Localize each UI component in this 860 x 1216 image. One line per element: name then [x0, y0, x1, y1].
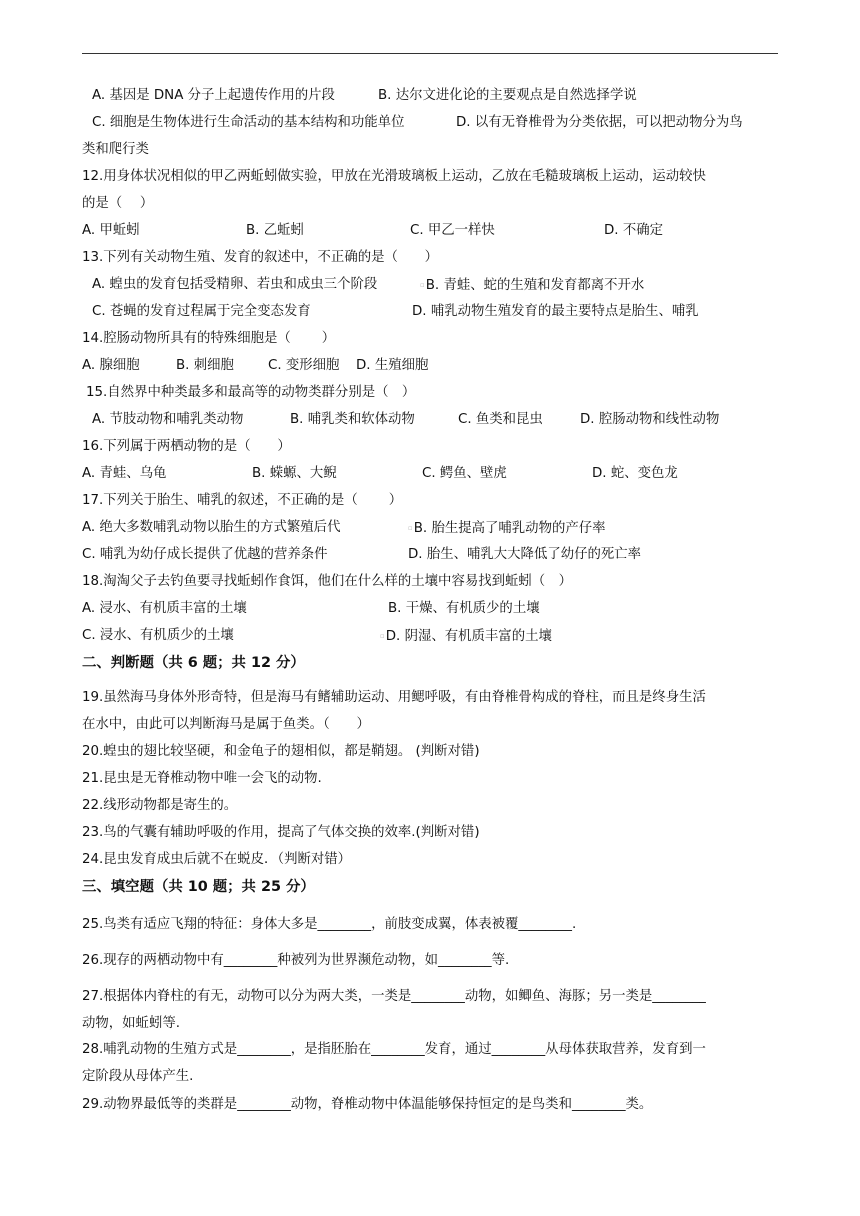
q15-stem: 15.自然界中种类最多和最高等的动物类群分别是（ ）	[86, 385, 416, 400]
q13-option-c: C. 苍蝇的发育过程属于完全变态发育	[92, 304, 311, 319]
q18-marker: ▫	[380, 632, 385, 640]
q12-stem-cont: 的是（ ）	[82, 196, 154, 211]
q18-stem: 18.淘淘父子去钓鱼要寻找蚯蚓作食饵，他们在什么样的土壤中容易找到蚯蚓（ ）	[82, 574, 572, 589]
q18-option-a: A. 浸水、有机质丰富的土壤	[82, 601, 247, 616]
q18-option-b: B. 干燥、有机质少的土壤	[388, 601, 540, 616]
q27-stem-cont: 动物，如蚯蚓等.	[82, 1016, 180, 1031]
q12-option-b: B. 乙蚯蚓	[246, 223, 304, 238]
q25-stem: 25.鸟类有适应飞翔的特征：身体大多是________，前肢变成翼，体表被覆________.	[82, 917, 577, 932]
q28-stem-cont: 定阶段从母体产生.	[82, 1069, 194, 1084]
q14-option-d: D. 生殖细胞	[356, 358, 429, 373]
q11-option-d: D. 以有无脊椎骨为分类依据，可以把动物分为鸟	[456, 115, 743, 130]
q14-option-a: A. 腺细胞	[82, 358, 140, 373]
section-2-heading: 二、判断题（共 6 题；共 12 分）	[82, 655, 305, 671]
q13-marker: ▫	[420, 281, 425, 289]
q14-option-b: B. 刺细胞	[176, 358, 234, 373]
q17-option-a: A. 绝大多数哺乳动物以胎生的方式繁殖后代	[82, 520, 341, 535]
q13-stem: 13.下列有关动物生殖、发育的叙述中，不正确的是（ ）	[82, 250, 439, 265]
q14-option-c: C. 变形细胞	[268, 358, 340, 373]
q21-stem: 21.昆虫是无脊椎动物中唯一会飞的动物.	[82, 771, 322, 786]
q12-option-c: C. 甲乙一样快	[410, 223, 495, 238]
q18-option-d: ▫D. 阴湿、有机质丰富的土壤	[380, 629, 552, 644]
q12-option-d: D. 不确定	[604, 223, 663, 238]
q15-option-b: B. 哺乳类和软体动物	[290, 412, 415, 427]
q16-option-c: C. 鳄鱼、壁虎	[422, 466, 507, 481]
q19-stem-cont: 在水中，由此可以判断海马是属于鱼类。（ ）	[82, 717, 370, 732]
q24-stem: 24.昆虫发育成虫后就不在蜕皮．（判断对错）	[82, 852, 352, 867]
q18-option-c: C. 浸水、有机质少的土壤	[82, 628, 234, 643]
q23-stem: 23.鸟的气囊有辅助呼吸的作用，提高了气体交换的效率.(判断对错)	[82, 825, 480, 840]
q15-option-a: A. 节肢动物和哺乳类动物	[92, 412, 244, 427]
q11-option-a: A. 基因是 DNA 分子上起遗传作用的片段	[92, 88, 335, 103]
q14-stem: 14.腔肠动物所具有的特殊细胞是（ ）	[82, 331, 336, 346]
q17-option-b: ▫B. 胎生提高了哺乳动物的产仔率	[408, 521, 606, 536]
q12-option-a: A. 甲蚯蚓	[82, 223, 140, 238]
q28-stem: 28.哺乳动物的生殖方式是________，是指胚胎在________发育，通过________从母体获取营养，发育到一	[82, 1042, 706, 1057]
q17-stem: 17.下列关于胎生、哺乳的叙述，不正确的是（ ）	[82, 493, 403, 508]
q17-option-c: C. 哺乳为幼仔成长提供了优越的营养条件	[82, 547, 328, 562]
q27-stem: 27.根据体内脊柱的有无，动物可以分为两大类，一类是________动物，如鲫鱼、海豚；另一类是________	[82, 989, 706, 1004]
q11-option-b: B. 达尔文进化论的主要观点是自然选择学说	[378, 88, 637, 103]
header-rule	[82, 53, 778, 54]
q19-stem: 19.虽然海马身体外形奇特，但是海马有鳍辅助运动、用鳃呼吸，有由脊椎骨构成的脊柱，而且是终身生活	[82, 690, 706, 705]
q16-stem: 16.下列属于两栖动物的是（ ）	[82, 439, 291, 454]
q16-option-a: A. 青蛙、乌龟	[82, 466, 167, 481]
q12-stem: 12.用身体状况相似的甲乙两蚯蚓做实验，甲放在光滑玻璃板上运动，乙放在毛糙玻璃板上运动，运动较快	[82, 169, 706, 184]
section-3-heading: 三、填空题（共 10 题；共 25 分）	[82, 879, 315, 895]
q15-option-c: C. 鱼类和昆虫	[458, 412, 543, 427]
q20-stem: 20.蝗虫的翅比较坚硬，和金龟子的翅相似，都是鞘翅。 (判断对错)	[82, 744, 480, 759]
q22-stem: 22.线形动物都是寄生的。	[82, 798, 238, 813]
q15-option-d: D. 腔肠动物和线性动物	[580, 412, 720, 427]
q11-option-c: C. 细胞是生物体进行生命活动的基本结构和功能单位	[92, 115, 405, 130]
q13-option-a: A. 蝗虫的发育包括受精卵、若虫和成虫三个阶段	[92, 277, 378, 292]
q11-option-d-cont: 类和爬行类	[82, 142, 149, 157]
q16-option-b: B. 蝾螈、大鲵	[252, 466, 337, 481]
q26-stem: 26.现存的两栖动物中有________种被列为世界濒危动物，如________等.	[82, 953, 510, 968]
q29-stem: 29.动物界最低等的类群是________动物，脊椎动物中体温能够保持恒定的是鸟类和________类。	[82, 1097, 653, 1112]
q13-option-b: ▫B. 青蛙、蛇的生殖和发育都离不开水	[420, 278, 645, 293]
q17-marker: ▫	[408, 524, 413, 532]
q16-option-d: D. 蛇、变色龙	[592, 466, 678, 481]
q17-option-d: D. 胎生、哺乳大大降低了幼仔的死亡率	[408, 547, 642, 562]
q13-option-d: D. 哺乳动物生殖发育的最主要特点是胎生、哺乳	[412, 304, 699, 319]
